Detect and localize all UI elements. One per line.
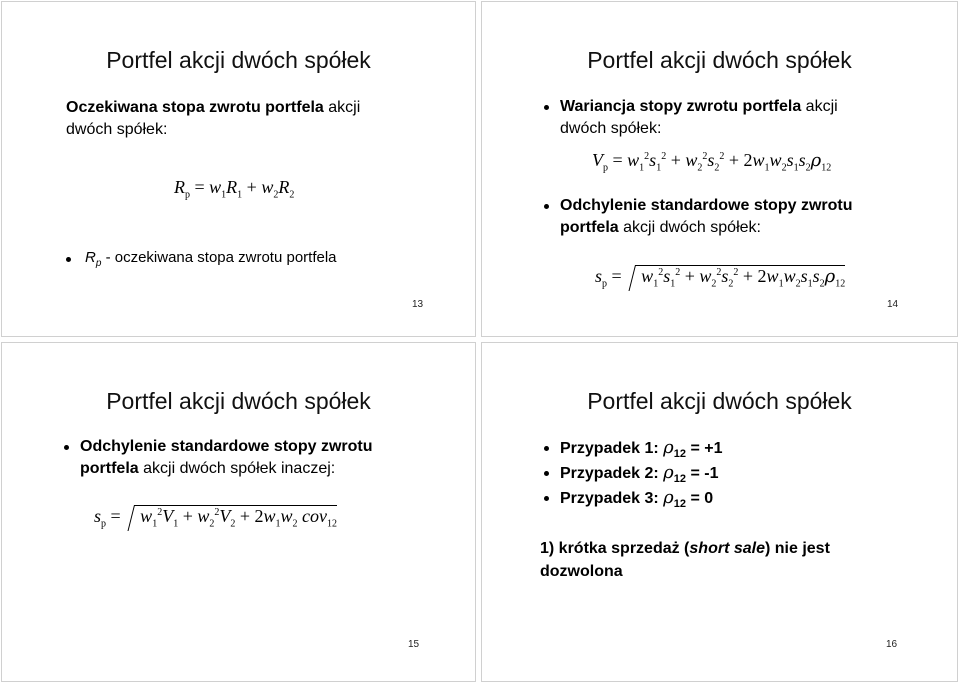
slide-title: Portfel akcji dwóch spółek <box>106 47 371 73</box>
case-3: Przypadek 3: $\rho_{12} = 0$ <box>560 487 714 511</box>
slide-16 <box>481 342 958 682</box>
bullet-dot <box>66 257 71 262</box>
slide-number: 14 <box>887 299 899 310</box>
bullet-dot <box>544 105 549 110</box>
slide-title: Portfel akcji dwóch spółek <box>587 47 852 73</box>
note-short-sale-line2: dozwolona <box>540 563 623 580</box>
bullet-dot <box>544 446 549 451</box>
bullet-stddev-alt-line2: portfela akcji dwóch spółek inaczej: <box>80 460 336 477</box>
formula-variance: $V_p = w_1^2s_1^2 + w_2^2s_2^2 + 2w_1w_2s_1s_2\rho_{12}$ <box>592 150 832 174</box>
slide-number: 13 <box>412 299 424 310</box>
bullet-stddev-line2: portfela akcji dwóch spółek: <box>560 219 761 236</box>
slide-13 <box>1 1 476 337</box>
case-2: Przypadek 2: $\rho_{12} = -1$ <box>560 462 719 486</box>
bullet-dot <box>544 204 549 209</box>
formula-stddev: $s_p$ = $w_1^2s_1^2 + w_2^2s_2^2 + 2w_1w_2s_1s_2\rho_{12}$ <box>595 266 846 290</box>
bullet-rp-definition: $R_p$ - oczekiwana stopa zwrotu portfela <box>85 249 337 269</box>
bullet-stddev-alt: Odchylenie standardowe stopy zwrotu <box>80 438 373 455</box>
note-short-sale: 1) krótka sprzedaż (short sale) nie jest <box>540 540 830 557</box>
slide-14 <box>481 1 958 337</box>
bullet-variance-line2: dwóch spółek: <box>560 120 662 137</box>
slide-15 <box>1 342 476 682</box>
bullet-dot <box>64 445 69 450</box>
slide-title: Portfel akcji dwóch spółek <box>587 388 852 414</box>
slide-number: 15 <box>408 639 420 650</box>
case-1: Przypadek 1: $\rho_{12} = +1$ <box>560 437 723 461</box>
slide-number: 16 <box>886 639 898 650</box>
slide-title: Portfel akcji dwóch spółek <box>106 388 371 414</box>
bullet-variance: Wariancja stopy zwrotu portfela akcji <box>560 98 838 115</box>
formula-expected-return: $R_p = w_1R_1 + w_2R_2$ <box>174 177 295 201</box>
slide-intro-line2: dwóch spółek: <box>66 121 168 138</box>
slide-intro: Oczekiwana stopa zwrotu portfela akcji <box>66 99 361 116</box>
formula-stddev-cov: $s_p$ = $w_1^2V_1 + w_2^2V_2 + 2w_1w_2$ cov$_{12}$ <box>94 506 338 530</box>
bullet-stddev: Odchylenie standardowe stopy zwrotu <box>560 197 853 214</box>
bullet-dot <box>544 496 549 501</box>
bullet-dot <box>544 471 549 476</box>
